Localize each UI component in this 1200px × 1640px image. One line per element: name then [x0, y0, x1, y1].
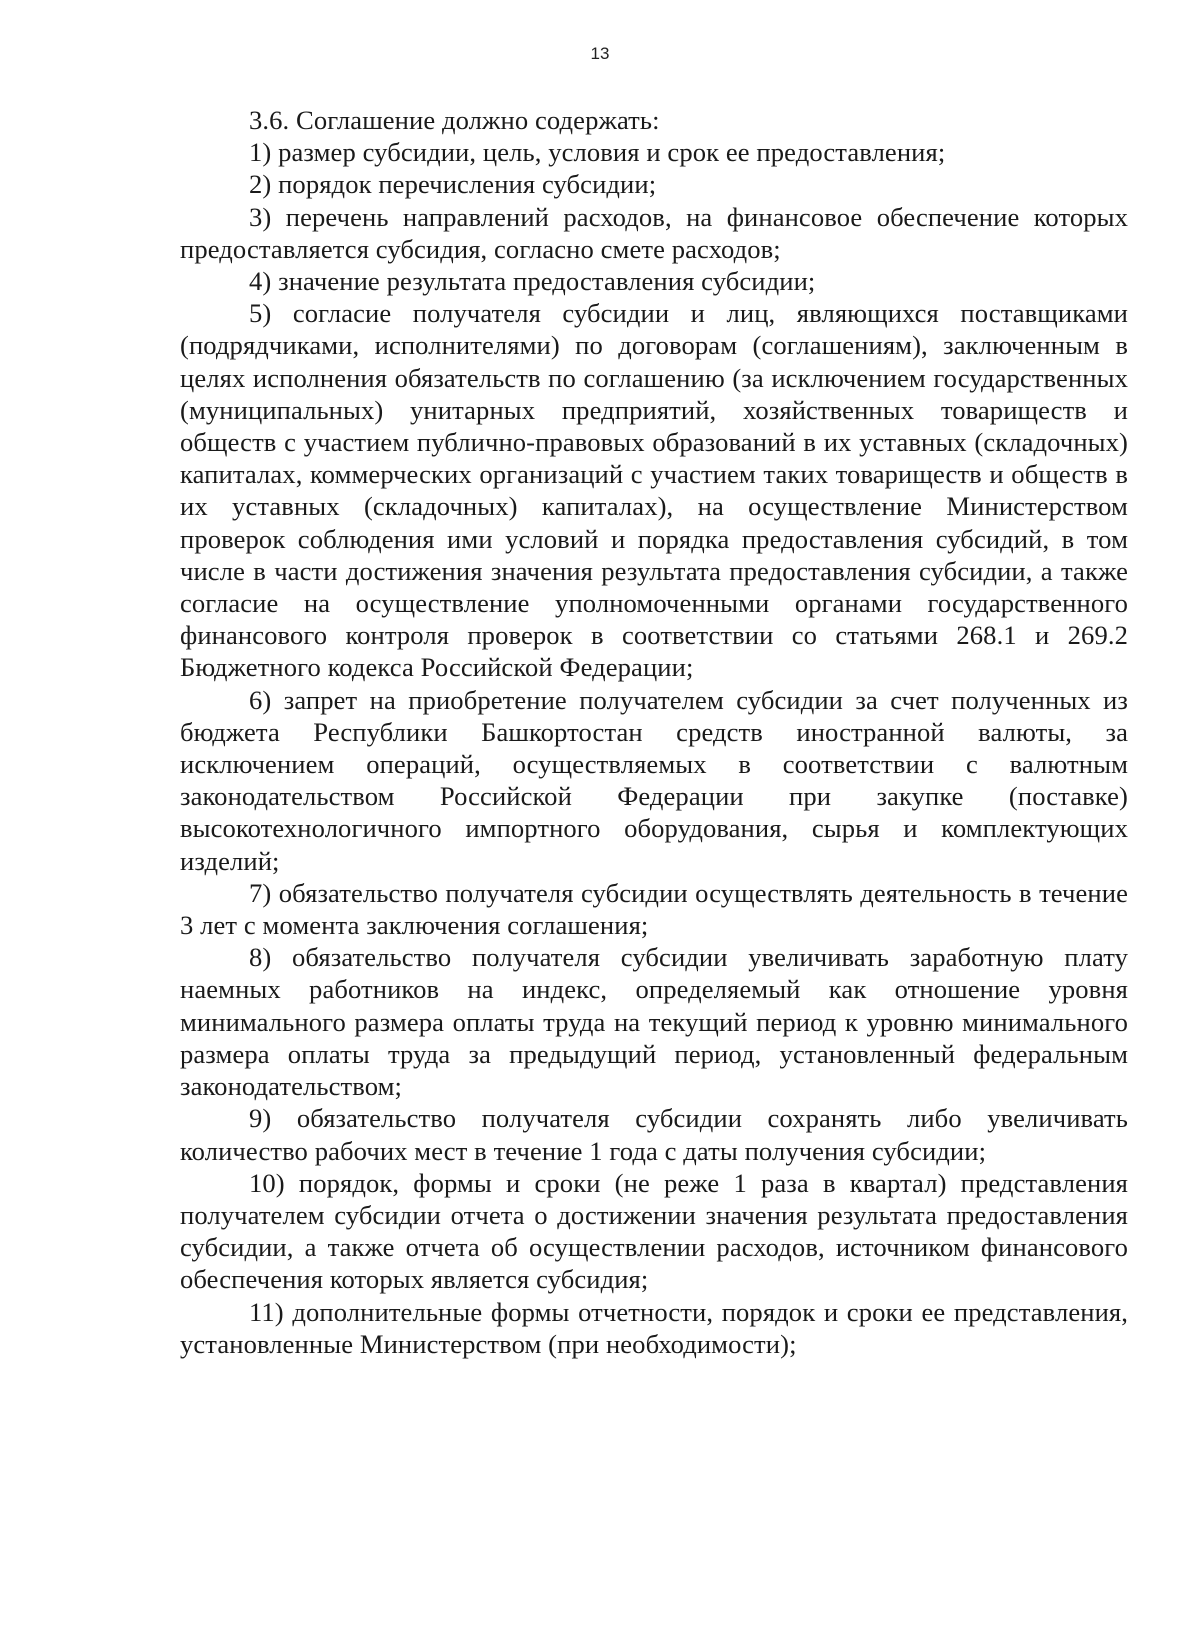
list-item-6: 6) запрет на приобретение получателем субсидии за счет полученных из бюджета Республики Башкортостан средств иностранной валюты, за исключением операций, осуществляемых в соответствии с валютным законодательством Российской Федерации при закупке (поставке) высокотехнологичного импортного оборудования, сырья и комплектующих изделий;	[180, 684, 1128, 876]
list-item-9: 9) обязательство получателя субсидии сохранять либо увеличивать количество рабочих мест в течение 1 года с даты получения субсидии;	[180, 1103, 1128, 1166]
page-number: 13	[590, 44, 610, 63]
paragraph-3-6-heading: 3.6. Соглашение должно содержать:	[249, 105, 660, 135]
list-item-1: 1) размер субсидии, цель, условия и срок ее предоставления;	[249, 137, 946, 168]
list-item-5: 5) согласие получателя субсидии и лиц, являющихся поставщиками (подрядчиками, исполнителями) по договорам (соглашениям), заключенным в целях исполнения обязательств по соглашению (за исключением государственных (муниципальных) унитарных предприятий, хозяйственных товариществ и обществ с участием публично-правовых образований в их уставных (складочных) капиталах, коммерческих организаций с участием таких товариществ и обществ в их уставных (складочных) капиталах), на осуществление Министерством проверок соблюдения ими условий и порядка предоставления субсидий, в том числе в части достижения значения результата предоставления субсидии, а также согласие на осуществление уполномоченными органами государственного финансового контроля проверок в соответствии со статьями 268.1 и 269.2 Бюджетного кодекса Российской Федерации;	[180, 298, 1128, 683]
list-item-4: 4) значение результата предоставления субсидии;	[249, 266, 816, 297]
list-item-10: 10) порядок, формы и сроки (не реже 1 раза в квартал) представления получателем субсидии отчета о достижении значения результата предоставления субсидии, а также отчета об осуществлении расходов, источником финансового обеспечения которых является субсидия;	[180, 1167, 1128, 1295]
list-item-8: 8) обязательство получателя субсидии увеличивать заработную плату наемных работников на индекс, определяемый как отношение уровня минимального размера оплаты труда на текущий период к уровню минимального размера оплаты труда за предыдущий период, установленный федеральным законодательством;	[180, 942, 1128, 1102]
list-item-2: 2) порядок перечисления субсидии;	[249, 169, 657, 200]
list-item-11: 11) дополнительные формы отчетности, порядок и сроки ее представления, установленные Министерством (при необходимости);	[180, 1296, 1128, 1359]
document-body	[180, 104, 1128, 1360]
list-item-3: 3) перечень направлений расходов, на финансовое обеспечение которых предоставляется субсидия, согласно смете расходов;	[180, 201, 1128, 264]
list-item-7: 7) обязательство получателя субсидии осуществлять деятельность в течение 3 лет с момента заключения соглашения;	[180, 877, 1128, 941]
